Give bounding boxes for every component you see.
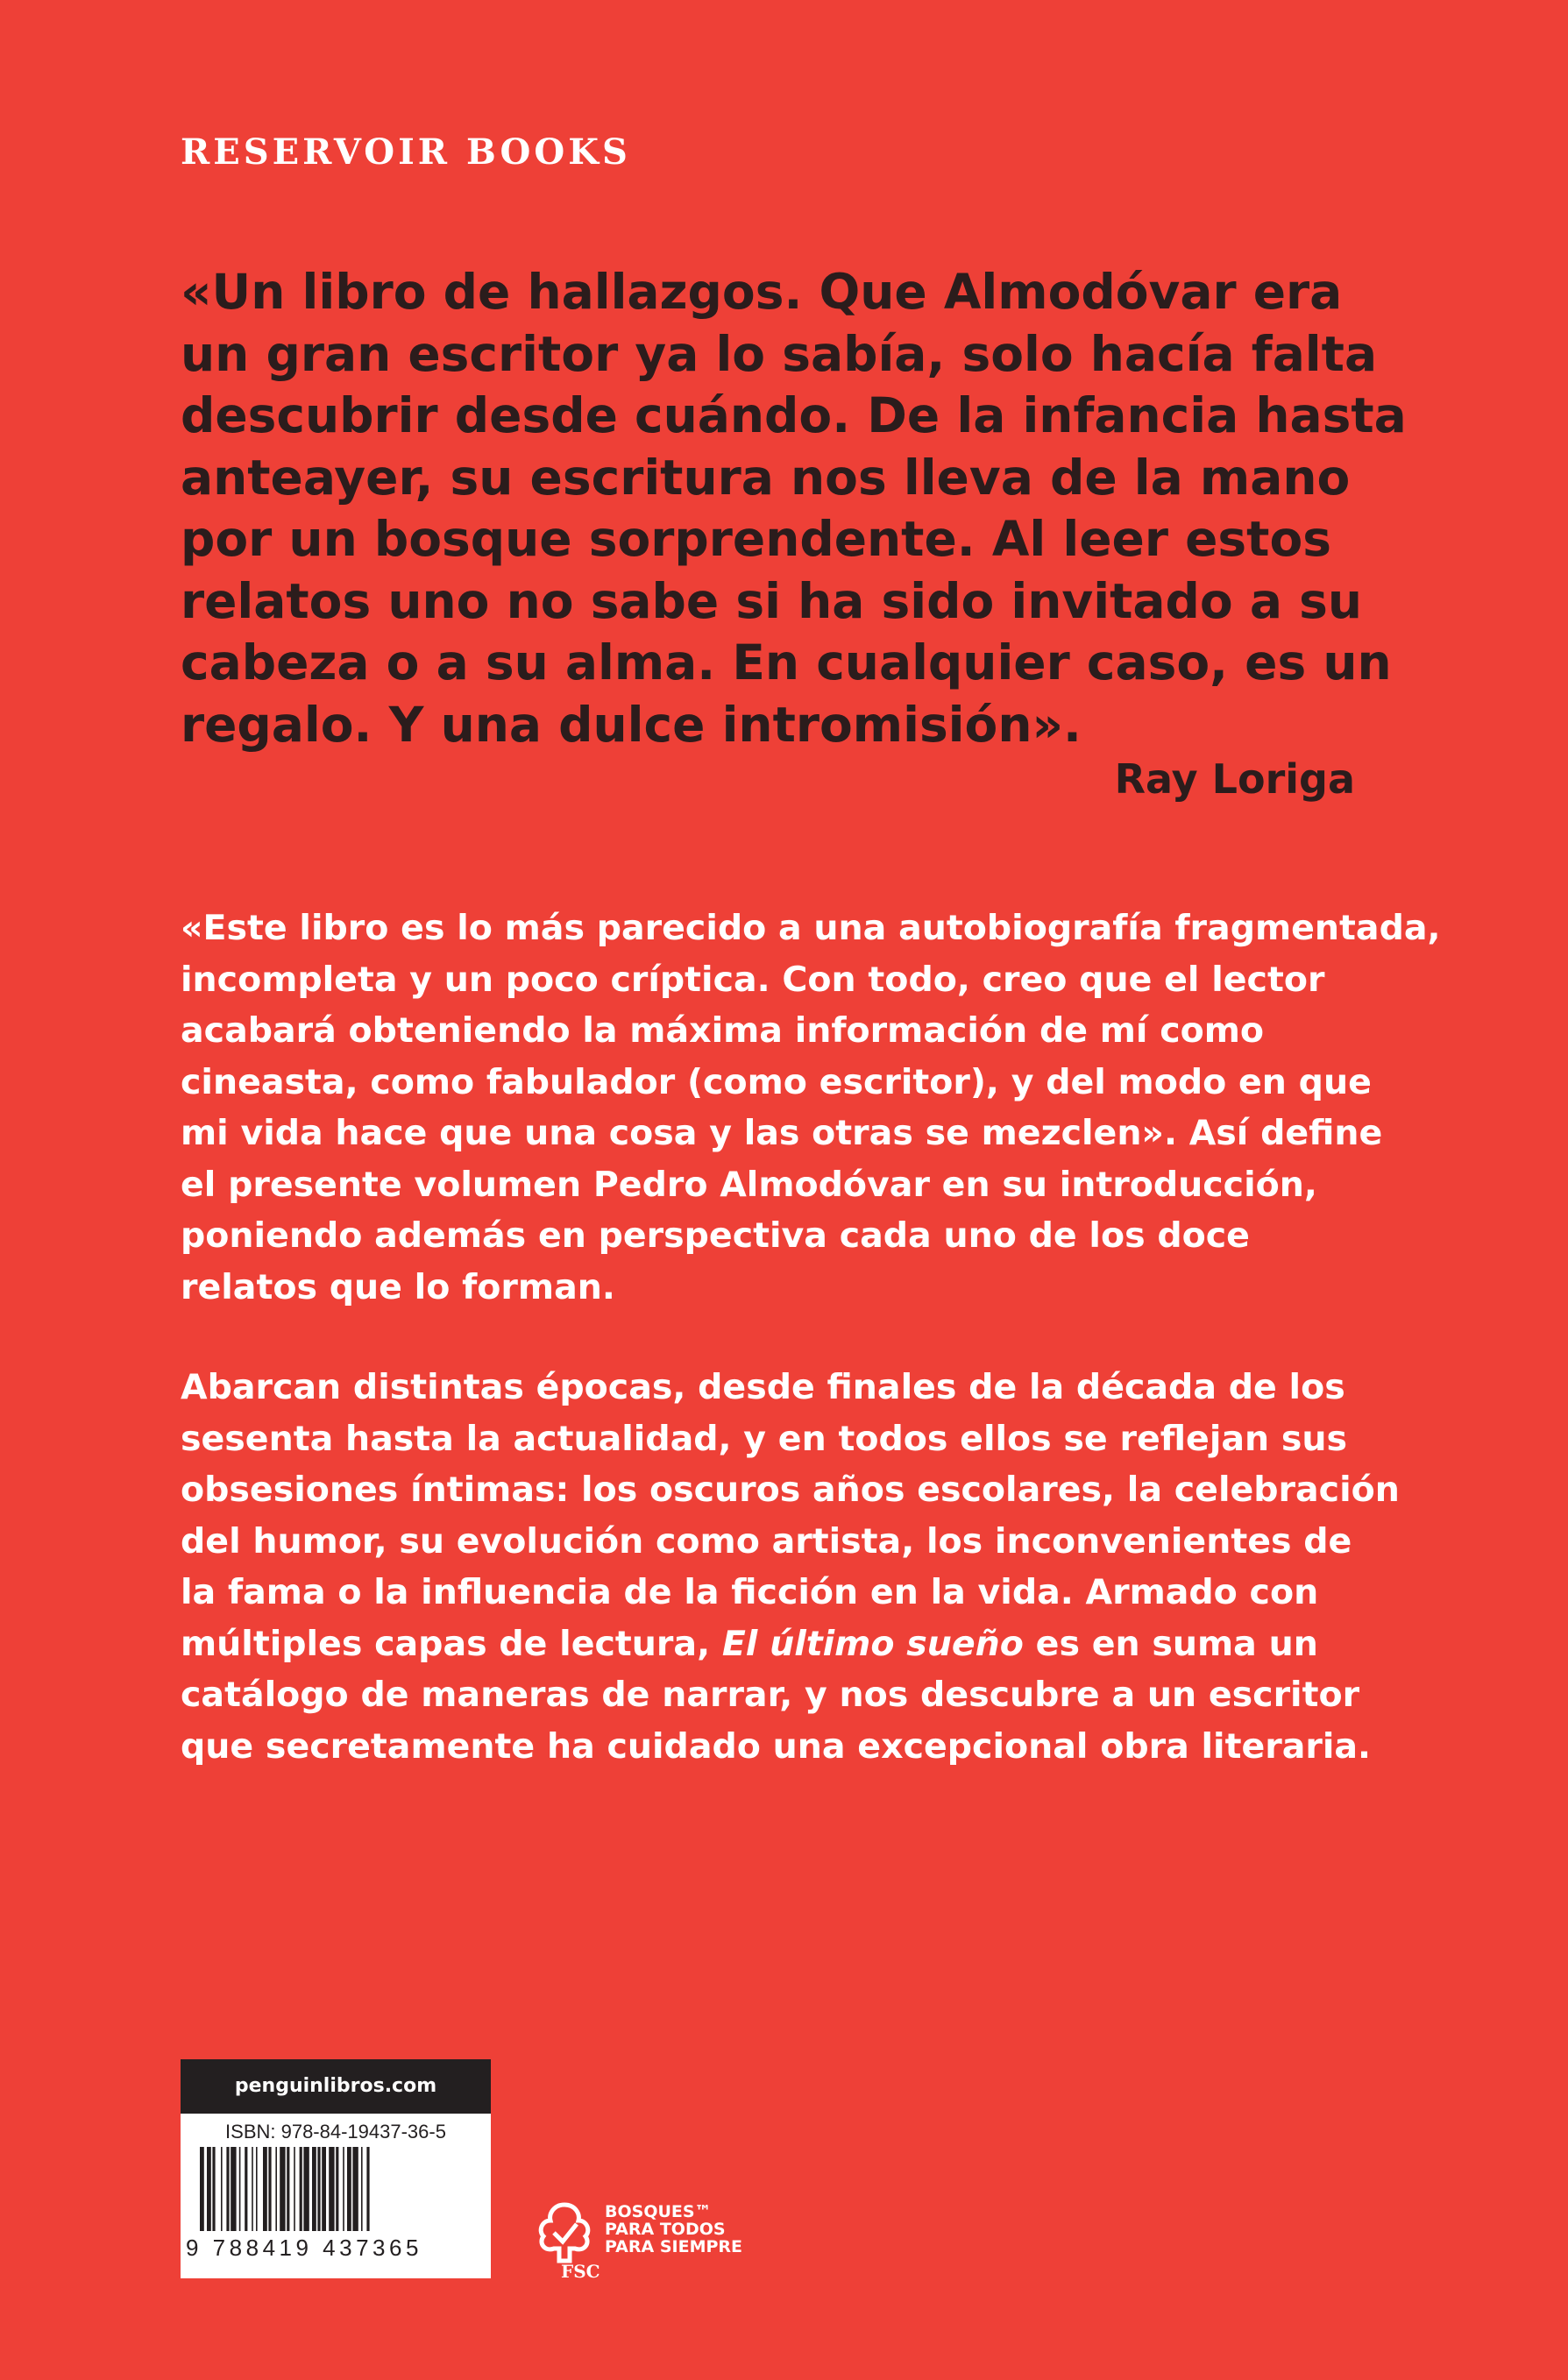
fsc-slogan [605,2203,742,2256]
blurb-quote [181,261,1425,755]
fsc-slogan-line: PARA SIEMPRE [605,2237,743,2256]
text-line: acabará obteniendo la máxima información de mí como [181,1010,1265,1051]
synopsis-paragraph-2 [181,1362,1425,1772]
text-segment: múltiples capas de lectura, [181,1623,722,1664]
text-line: el presente volumen Pedro Almodóvar en su introducción, [181,1164,1317,1205]
publisher-website: penguinlibros.com [181,2059,491,2114]
quote-line: regalo. Y una dulce intromisión». [181,696,1082,753]
quote-line: un gran escritor ya lo sabía, solo hacía falta [181,325,1378,382]
barcode-block [181,2059,491,2278]
isbn-text: ISBN: 978-84-19437-36-5 [225,2121,446,2143]
quote-line: relatos uno no sabe si ha sido invitado a su [181,572,1362,629]
text-line: relatos que lo forman. [181,1266,615,1307]
quote-line: «Un libro de hallazgos. Que Almodóvar era [181,264,1343,320]
synopsis-paragraph-1 [181,903,1441,1313]
publisher-name: RESERVOIR BOOKS [181,131,631,173]
tree-check-icon [529,2198,600,2268]
fsc-slogan-line: PARA TODOS [605,2220,726,2239]
text-line: mi vida hace que una cosa y las otras se mezclen». Así define [181,1113,1383,1153]
quote-line: anteayer, su escritura nos lleva de la mano [181,449,1351,506]
barcode-icon [200,2147,472,2235]
quote-author: Ray Loriga [1114,755,1355,803]
fsc-slogan-line: BOSQUES™ [605,2202,712,2221]
text-line: Abarcan distintas épocas, desde finales de la década de los [181,1367,1345,1407]
book-title: El último sueño [721,1623,1024,1664]
fsc-label: FSC [561,2261,600,2282]
text-line: que secretamente ha cuidado una excepcional obra literaria. [181,1725,1372,1767]
ean-digits: 9 788419 437365 [186,2235,422,2261]
fsc-logo [529,2198,757,2294]
text-line: cineasta, como fabulador (como escritor), y del modo en que [181,1061,1372,1102]
text-line: poniendo además en perspectiva cada uno de los doce [181,1215,1250,1256]
text-segment: es en suma un [1023,1623,1318,1664]
quote-line: cabeza o a su alma. En cualquier caso, es un [181,634,1392,691]
quote-line: por un bosque sorprendente. Al leer estos [181,511,1331,567]
text-line: catálogo de maneras de narrar, y nos descubre a un escritor [181,1675,1360,1715]
text-line: la fama o la influencia de la ficción en la vida. Armado con [181,1572,1319,1612]
text-line: «Este libro es lo más parecido a una autobiografía fragmentada, [181,908,1441,948]
quote-line: descubrir desde cuándo. De la infancia hasta [181,387,1407,443]
text-line: del humor, su evolución como artista, los inconvenientes de [181,1520,1352,1562]
text-line-with-title [181,1619,1425,1670]
text-line: sesenta hasta la actualidad, y en todos ellos se reflejan sus [181,1418,1348,1459]
text-line: incompleta y un poco críptica. Con todo, creo que el lector [181,959,1325,1000]
text-line: obsesiones íntimas: los oscuros años escolares, la celebración [181,1470,1400,1510]
